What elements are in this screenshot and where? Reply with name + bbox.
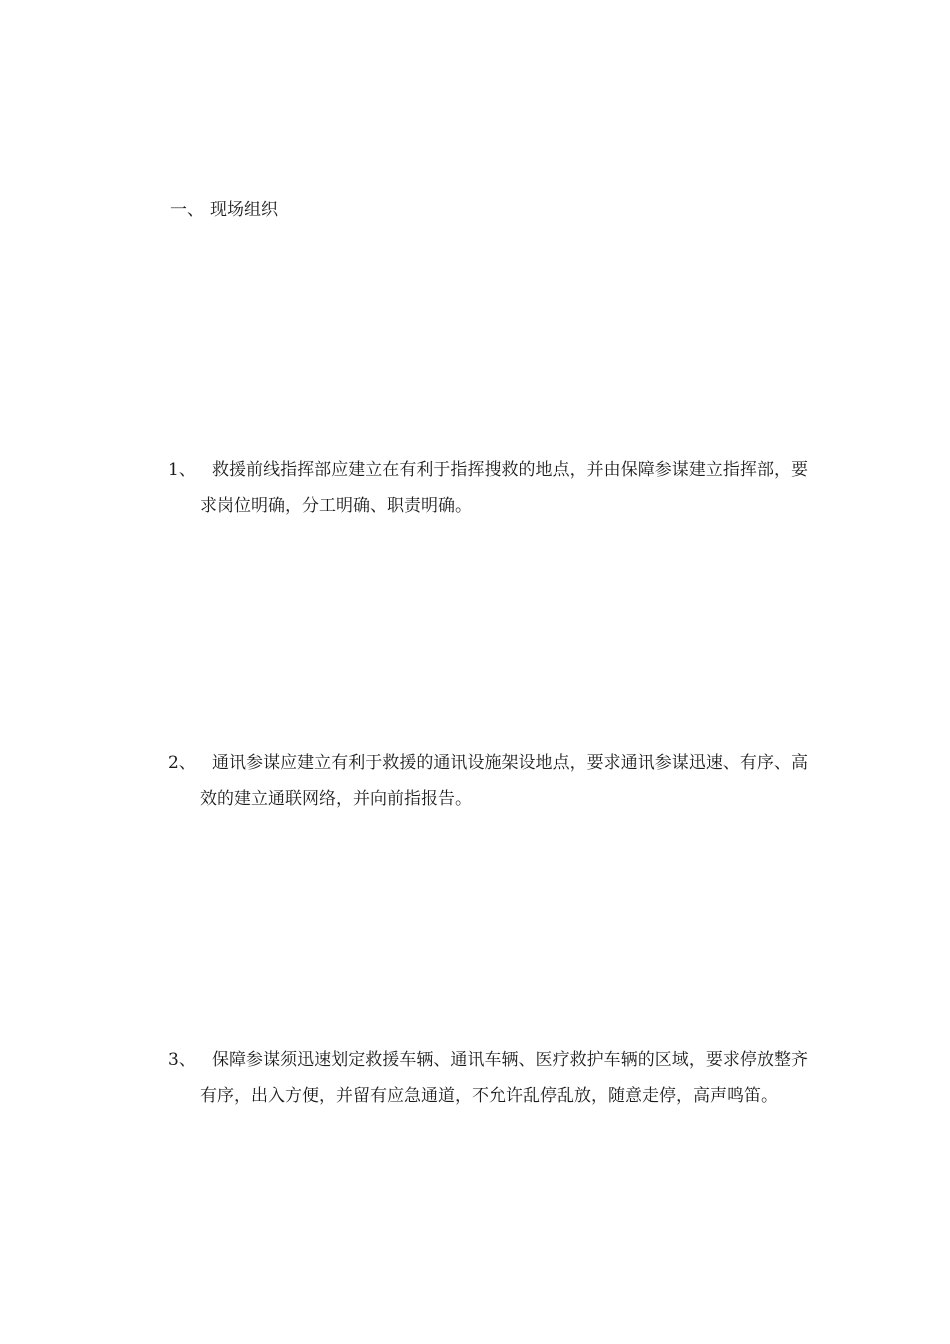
section-title: 现场组织 bbox=[210, 200, 278, 220]
section-number: 一、 bbox=[170, 200, 204, 220]
list-item-text: 保障参谋须迅速划定救援车辆、通讯车辆、医疗救护车辆的区域，要求停放整齐有序，出入方便，并留有应急通道，不允许乱停乱放，随意走停，高声鸣笛。 bbox=[200, 1050, 808, 1106]
list-item bbox=[168, 745, 808, 817]
list-item bbox=[168, 1042, 808, 1114]
list-item-number: 1、 bbox=[168, 460, 196, 480]
list-item-text: 通讯参谋应建立有利于救援的通讯设施架设地点，要求通讯参谋迅速、有序、高效的建立通联网络，并向前指报告。 bbox=[200, 753, 808, 809]
list-item bbox=[168, 452, 808, 524]
list-item-number: 2、 bbox=[168, 753, 196, 773]
list-item-number: 3、 bbox=[168, 1050, 196, 1070]
section-heading bbox=[170, 196, 278, 224]
list-item-text: 救援前线指挥部应建立在有利于指挥搜救的地点，并由保障参谋建立指挥部，要求岗位明确，分工明确、职责明确。 bbox=[200, 460, 808, 516]
